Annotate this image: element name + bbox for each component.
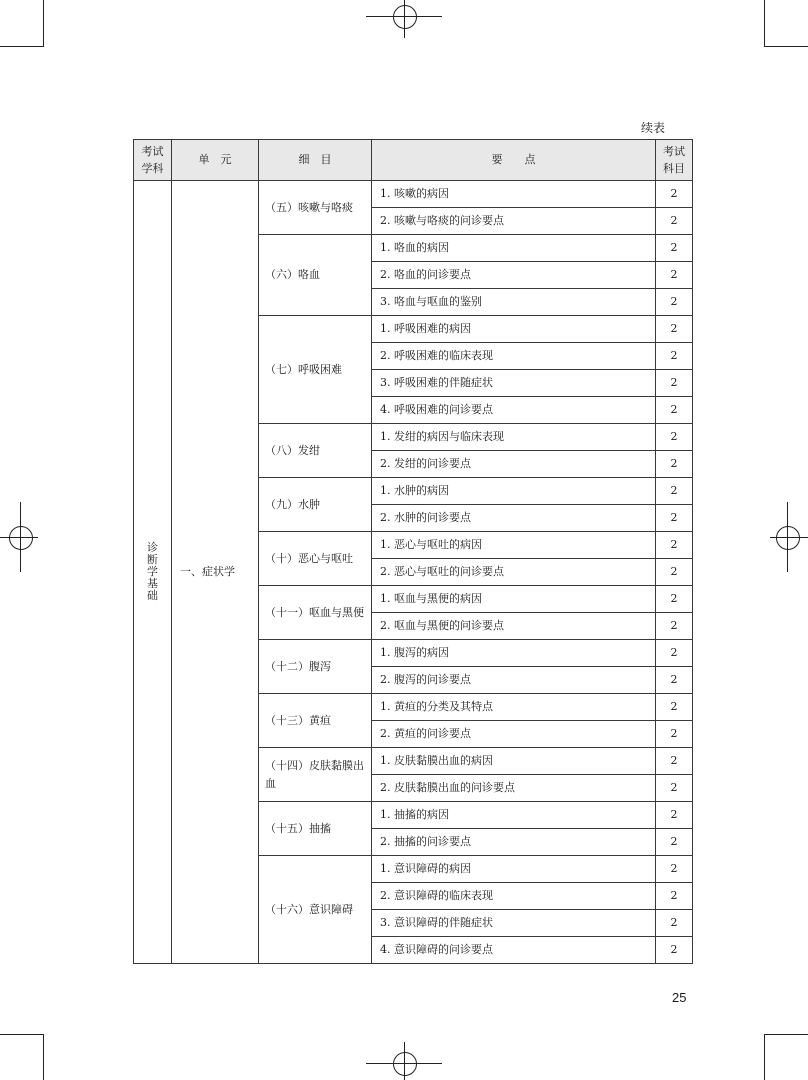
header-level: 考试科目 (656, 140, 693, 181)
subject-label: 诊断学基础 (147, 540, 158, 602)
point-cell: 2. 呼吸困难的临床表现 (372, 343, 656, 370)
level-cell: 2 (656, 316, 693, 343)
detail-cell: （十三）黄疸 (259, 694, 372, 748)
level-cell: 2 (656, 667, 693, 694)
detail-cell: （十二）腹泻 (259, 640, 372, 694)
detail-cell: （六）咯血 (259, 235, 372, 316)
level-cell: 2 (656, 181, 693, 208)
point-cell: 2. 恶心与呕吐的问诊要点 (372, 559, 656, 586)
point-cell: 1. 腹泻的病因 (372, 640, 656, 667)
point-cell: 2. 抽搐的问诊要点 (372, 829, 656, 856)
level-cell: 2 (656, 937, 693, 964)
point-cell: 4. 意识障碍的问诊要点 (372, 937, 656, 964)
level-cell: 2 (656, 451, 693, 478)
detail-cell: （五）咳嗽与咯痰 (259, 181, 372, 235)
level-cell: 2 (656, 856, 693, 883)
detail-cell: （八）发绀 (259, 424, 372, 478)
detail-cell: （十四）皮肤黏膜出血 (259, 748, 372, 802)
level-cell: 2 (656, 748, 693, 775)
point-cell: 1. 抽搐的病因 (372, 802, 656, 829)
subject-cell (134, 181, 172, 964)
level-cell: 2 (656, 613, 693, 640)
level-cell: 2 (656, 883, 693, 910)
point-cell: 2. 发绀的问诊要点 (372, 451, 656, 478)
header-unit: 单 元 (172, 140, 259, 181)
point-cell: 2. 咯血的问诊要点 (372, 262, 656, 289)
point-cell: 1. 呕血与黑便的病因 (372, 586, 656, 613)
level-cell: 2 (656, 478, 693, 505)
point-cell: 1. 呼吸困难的病因 (372, 316, 656, 343)
point-cell: 2. 意识障碍的临床表现 (372, 883, 656, 910)
point-cell: 2. 咳嗽与咯痰的问诊要点 (372, 208, 656, 235)
level-cell: 2 (656, 262, 693, 289)
level-cell: 2 (656, 397, 693, 424)
syllabus-table (133, 139, 693, 964)
level-cell: 2 (656, 424, 693, 451)
level-cell: 2 (656, 802, 693, 829)
point-cell: 1. 咯血的病因 (372, 235, 656, 262)
point-cell: 1. 咳嗽的病因 (372, 181, 656, 208)
level-cell: 2 (656, 343, 693, 370)
point-cell: 1. 恶心与呕吐的病因 (372, 532, 656, 559)
point-cell: 4. 呼吸困难的问诊要点 (372, 397, 656, 424)
header-subject: 考试学科 (134, 140, 172, 181)
table-body (134, 181, 693, 964)
point-cell: 1. 发绀的病因与临床表现 (372, 424, 656, 451)
point-cell: 1. 黄疸的分类及其特点 (372, 694, 656, 721)
point-cell: 2. 皮肤黏膜出血的问诊要点 (372, 775, 656, 802)
level-cell: 2 (656, 208, 693, 235)
continued-label: 续表 (641, 121, 666, 135)
point-cell: 2. 腹泻的问诊要点 (372, 667, 656, 694)
point-cell: 2. 呕血与黑便的问诊要点 (372, 613, 656, 640)
level-cell: 2 (656, 532, 693, 559)
level-cell: 2 (656, 694, 693, 721)
level-cell: 2 (656, 586, 693, 613)
level-cell: 2 (656, 370, 693, 397)
detail-cell: （十六）意识障碍 (259, 856, 372, 964)
level-cell: 2 (656, 910, 693, 937)
level-cell: 2 (656, 289, 693, 316)
detail-cell: （十五）抽搐 (259, 802, 372, 856)
header-points: 要 点 (372, 140, 656, 181)
header-row (134, 140, 693, 181)
point-cell: 3. 意识障碍的伴随症状 (372, 910, 656, 937)
point-cell: 3. 呼吸困难的伴随症状 (372, 370, 656, 397)
level-cell: 2 (656, 640, 693, 667)
detail-cell: （七）呼吸困难 (259, 316, 372, 424)
level-cell: 2 (656, 721, 693, 748)
detail-cell: （十一）呕血与黑便 (259, 586, 372, 640)
point-cell: 1. 意识障碍的病因 (372, 856, 656, 883)
level-cell: 2 (656, 235, 693, 262)
point-cell: 2. 黄疸的问诊要点 (372, 721, 656, 748)
level-cell: 2 (656, 505, 693, 532)
point-cell: 2. 水肿的问诊要点 (372, 505, 656, 532)
point-cell: 3. 咯血与呕血的鉴别 (372, 289, 656, 316)
level-cell: 2 (656, 559, 693, 586)
unit-cell: 一、症状学 (172, 181, 259, 964)
header-detail: 细 目 (259, 140, 372, 181)
point-cell: 1. 水肿的病因 (372, 478, 656, 505)
point-cell: 1. 皮肤黏膜出血的病因 (372, 748, 656, 775)
page-number: 25 (672, 990, 687, 1005)
detail-cell: （九）水肿 (259, 478, 372, 532)
level-cell: 2 (656, 775, 693, 802)
level-cell: 2 (656, 829, 693, 856)
table-row (134, 181, 693, 208)
detail-cell: （十）恶心与呕吐 (259, 532, 372, 586)
